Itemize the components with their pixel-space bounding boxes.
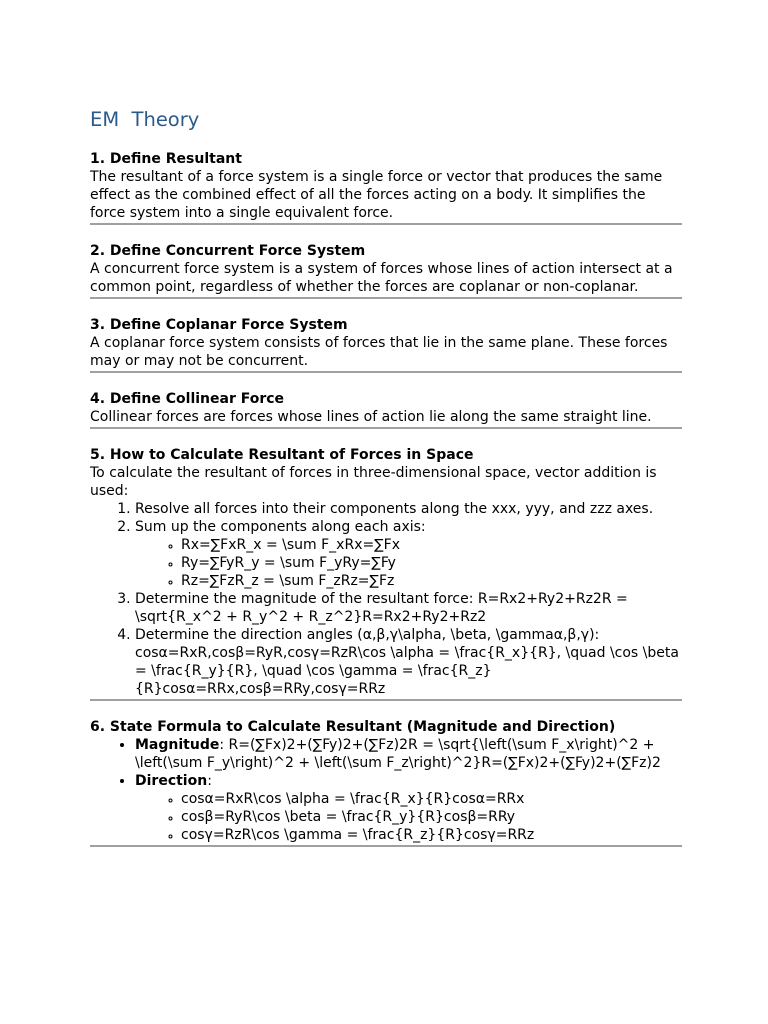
section-body: Collinear forces are forces whose lines of action lie along the same straight line. bbox=[90, 409, 652, 425]
section-resultant-in-space bbox=[90, 446, 682, 701]
list-item: ◦ cosγ=RzR\cos \gamma = \frac{R_z}{R}cosγ=RRz bbox=[181, 826, 682, 844]
list-item bbox=[135, 500, 682, 518]
section-heading: 3. Define Coplanar Force System bbox=[90, 317, 348, 333]
section-body: A concurrent force system is a system of forces whose lines of action intersect at a common point, regardless of whether the forces are coplanar or non-coplanar. bbox=[90, 261, 673, 295]
section-body: The resultant of a force system is a single force or vector that produces the same effect as the combined effect of all the forces acting on a body. It simplifies the force system into a single equivalent force. bbox=[90, 169, 663, 221]
magnitude-label: Magnitude bbox=[135, 737, 220, 753]
page-title: EM Theory bbox=[90, 108, 200, 131]
components-list bbox=[135, 536, 682, 590]
list-item: ◦ Rz=∑FzR_z = \sum F_zRz=∑Fz bbox=[181, 572, 682, 590]
list-item bbox=[135, 518, 682, 590]
list-item bbox=[135, 772, 682, 844]
section-heading: 6. State Formula to Calculate Resultant (Magnitude and Direction) bbox=[90, 719, 616, 735]
direction-list bbox=[135, 790, 682, 844]
section-concurrent-force-system bbox=[90, 242, 682, 299]
document-content bbox=[90, 150, 682, 864]
section-heading: 4. Define Collinear Force bbox=[90, 391, 285, 407]
direction-colon: : bbox=[207, 773, 212, 789]
step-text: Resolve all forces into their components along the xxx, yyy, and zzz axes. bbox=[135, 501, 654, 517]
section-resultant-formula bbox=[90, 718, 682, 847]
list-item bbox=[135, 590, 682, 626]
section-body: To calculate the resultant of forces in three-dimensional space, vector addition is used: bbox=[90, 465, 657, 499]
section-body: A coplanar force system consists of forces that lie in the same plane. These forces may or may not be concurrent. bbox=[90, 335, 668, 369]
list-item: ◦ Ry=∑FyR_y = \sum F_yRy=∑Fy bbox=[181, 554, 682, 572]
list-item: ◦ cosα=RxR\cos \alpha = \frac{R_x}{R}cosα=RRx bbox=[181, 790, 682, 808]
section-heading: 5. How to Calculate Resultant of Forces in Space bbox=[90, 447, 474, 463]
list-item: ◦ cosβ=RyR\cos \beta = \frac{R_y}{R}cosβ=RRy bbox=[181, 808, 682, 826]
list-item: ◦ Rx=∑FxR_x = \sum F_xRx=∑Fx bbox=[181, 536, 682, 554]
section-heading: 1. Define Resultant bbox=[90, 151, 242, 167]
section-coplanar-force-system bbox=[90, 316, 682, 373]
steps-list bbox=[90, 500, 682, 698]
section-heading: 2. Define Concurrent Force System bbox=[90, 243, 366, 259]
step-text: Determine the direction angles (α,β,γ\alpha, \beta, \gammaα,β,γ): cosα=RxR,cosβ=RyR,cosγ=RzR\cos \alpha = \frac{R_x}{R}, \quad \cos \beta = \frac{R_y}{R}, \quad \cos \gamma = \frac{R_z}{R}cosα=RRx,cosβ=RRy,cosγ=RRz bbox=[135, 627, 679, 697]
section-collinear-force bbox=[90, 390, 682, 429]
magnitude-formula: : R=(∑Fx)2+(∑Fy)2+(∑Fz)2R = \sqrt{\left(\sum F_x\right)^2 + \left(\sum F_y\right)^2 + \left(\sum F_z\right)^2}R=(∑Fx)2+(∑Fy)2+(∑Fz)2 bbox=[135, 737, 661, 771]
direction-label: Direction bbox=[135, 773, 208, 789]
section-define-resultant bbox=[90, 150, 682, 225]
step-text: Determine the magnitude of the resultant force: R=Rx2+Ry2+Rz2R = \sqrt{R_x^2 + R_y^2 + R_z^2}R=Rx2+Ry2+Rz2 bbox=[135, 591, 628, 625]
list-item bbox=[135, 736, 682, 772]
step-text: Sum up the components along each axis: bbox=[135, 519, 426, 535]
list-item bbox=[135, 626, 682, 698]
formula-list bbox=[90, 736, 682, 844]
